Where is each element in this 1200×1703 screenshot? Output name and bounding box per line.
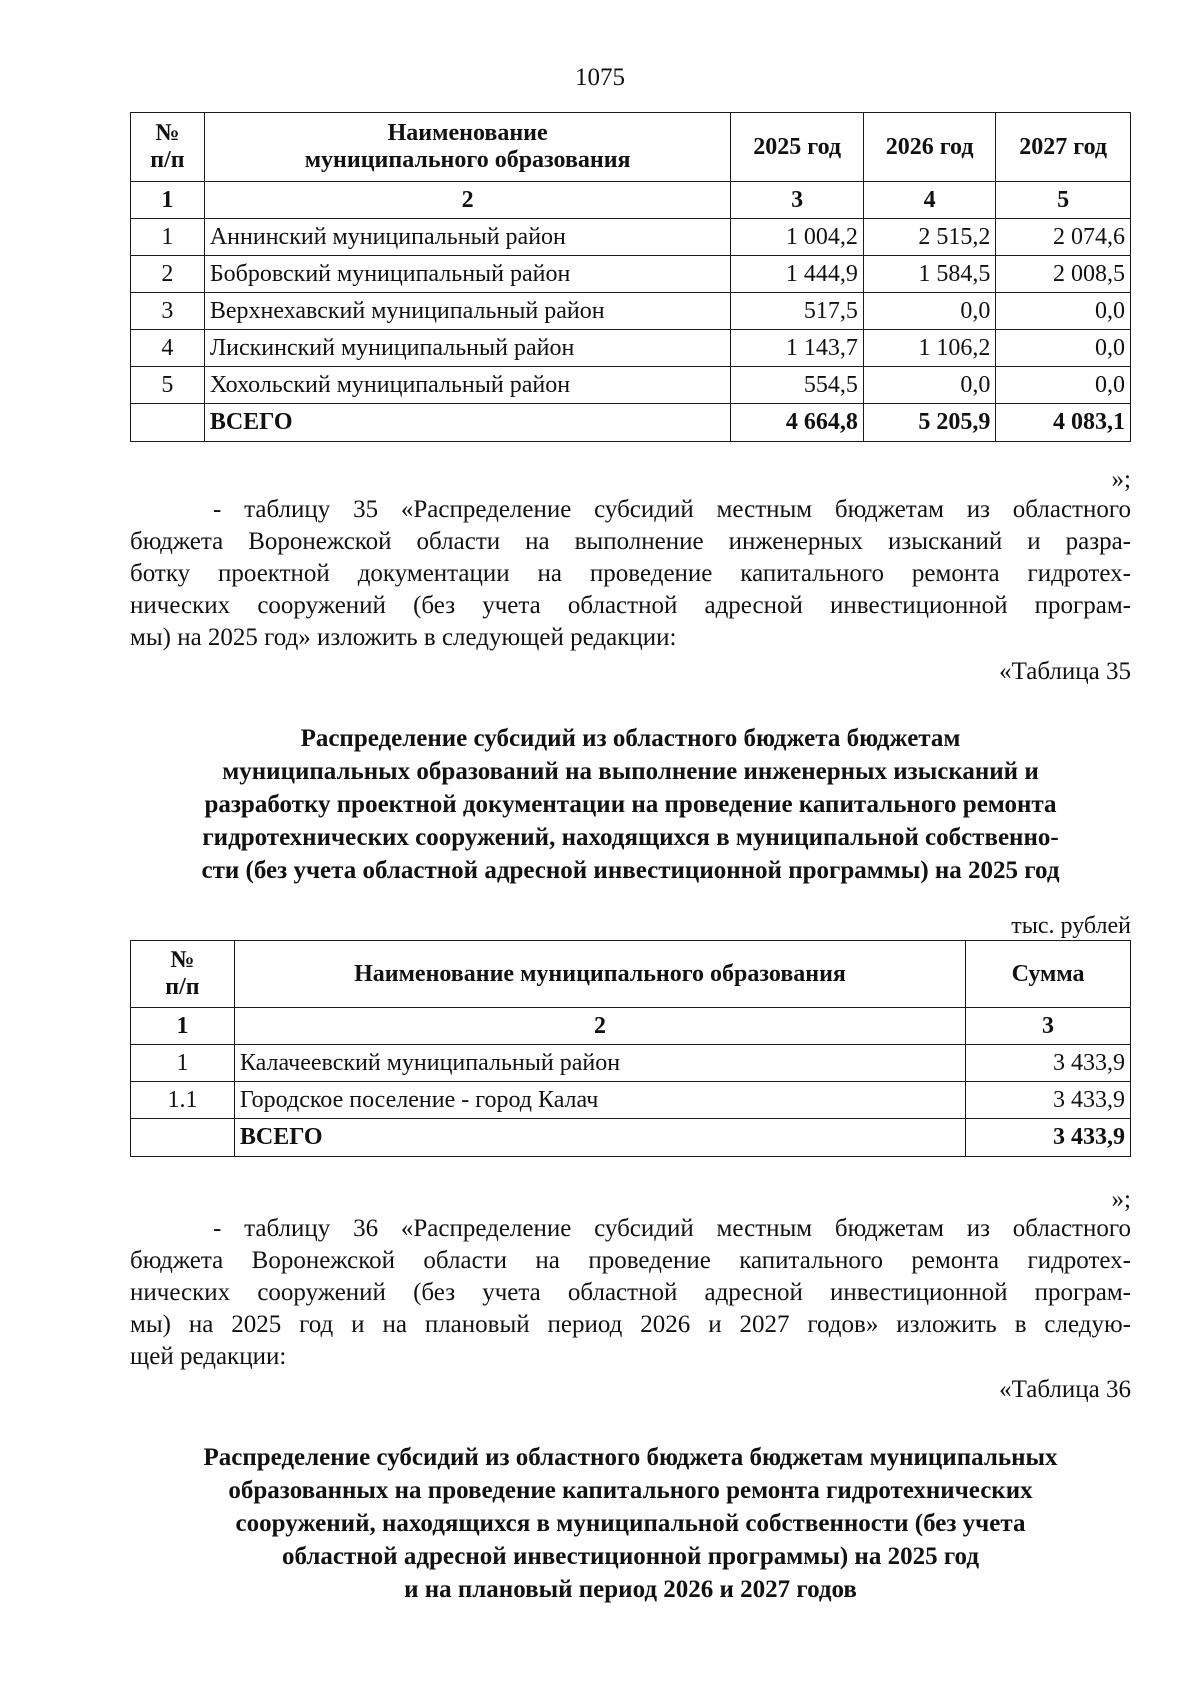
total-row (131, 1119, 1131, 1157)
table-row (131, 219, 1131, 256)
total-label: ВСЕГО (204, 404, 731, 442)
table-row (131, 1045, 1131, 1082)
col-header-sum: Сумма (966, 941, 1131, 1008)
value-2027: 0,0 (996, 367, 1131, 404)
row-number: 3 (131, 293, 205, 330)
municipality-name: Аннинский муниципальный район (204, 219, 731, 256)
paragraph-line: ботку проектной документации на проведение капитального ремонта гидротех- (130, 560, 1131, 587)
value-2025: 517,5 (731, 293, 863, 330)
row-number: 1.1 (131, 1082, 235, 1119)
col-number: 2 (204, 182, 731, 219)
sum-value: 3 433,9 (966, 1045, 1131, 1082)
paragraph-line: - таблицу 36 «Распределение субсидий местным бюджетам из областного (213, 1215, 1131, 1242)
row-number: 4 (131, 330, 205, 367)
table-36-label: «Таблица 36 (999, 1376, 1131, 1403)
empty-cell (131, 1119, 235, 1157)
total-2027: 4 083,1 (996, 404, 1131, 442)
col-header-name: Наименование муниципального образования (234, 941, 965, 1008)
value-2026: 0,0 (863, 367, 995, 404)
municipality-name: Верхнехавский муниципальный район (204, 293, 731, 330)
title-line: Распределение субсидий из областного бюджета бюджетам (300, 725, 961, 752)
col-number: 4 (863, 182, 995, 219)
row-number: 1 (131, 219, 205, 256)
col-header-2027: 2027 год (996, 113, 1131, 182)
col-number: 3 (731, 182, 863, 219)
value-2025: 554,5 (731, 367, 863, 404)
paragraph-line: бюджета Воронежской области на проведение капитального ремонта гидротех- (130, 1247, 1131, 1274)
title-line: гидротехнических сооружений, находящихся в муниципальной собственно- (202, 824, 1059, 851)
col-header-2026: 2026 год (863, 113, 995, 182)
title-line: и на плановый период 2026 и 2027 годов (404, 1576, 857, 1603)
paragraph-line: - таблицу 35 «Распределение субсидий местным бюджетам из областного (213, 496, 1131, 523)
title-line: сооружений, находящихся в муниципальной собственности (без учета (235, 1510, 1026, 1537)
column-number-row (131, 182, 1131, 219)
total-label: ВСЕГО (234, 1119, 965, 1157)
table-35-title (130, 722, 1131, 887)
value-2025: 1 143,7 (731, 330, 863, 367)
closing-quote: »; (1111, 1186, 1131, 1213)
col-header-number: № п/п (131, 941, 235, 1008)
empty-cell (131, 404, 205, 442)
unit-label: тыс. рублей (1011, 913, 1131, 939)
col-header-name: Наименование муниципального образования (204, 113, 731, 182)
title-line: разработку проектной документации на проведение капитального ремонта (204, 791, 1057, 818)
col-number: 1 (131, 182, 205, 219)
row-number: 2 (131, 256, 205, 293)
title-line: муниципальных образований на выполнение инженерных изысканий и (222, 758, 1039, 785)
title-line: образованных на проведение капитального ремонта гидротехнических (228, 1477, 1033, 1504)
municipality-name: Городское поселение - город Калач (234, 1082, 965, 1119)
row-number: 5 (131, 367, 205, 404)
paragraph-line: мы) на 2025 год и на плановый период 2026 и 2027 годов» изложить в следую- (130, 1311, 1131, 1338)
value-2025: 1 004,2 (731, 219, 863, 256)
value-2027: 2 074,6 (996, 219, 1131, 256)
paragraph-line: нических сооружений (без учета областной адресной инвестиционной програм- (130, 592, 1131, 619)
title-line: Распределение субсидий из областного бюджета бюджетам муниципальных (203, 1444, 1058, 1471)
sum-value: 3 433,9 (966, 1082, 1131, 1119)
closing-quote: »; (1111, 466, 1131, 493)
table-row (131, 1082, 1131, 1119)
page-number: 1075 (575, 64, 625, 91)
col-number: 3 (966, 1008, 1131, 1045)
paragraph-line: нических сооружений (без учета областной адресной инвестиционной програм- (130, 1279, 1131, 1306)
subsidy-table-continued (130, 112, 1131, 442)
col-header-2025: 2025 год (731, 113, 863, 182)
col-number: 1 (131, 1008, 235, 1045)
value-2026: 1 584,5 (863, 256, 995, 293)
paragraph-line: мы) на 2025 год» изложить в следующей редакции: (130, 624, 677, 651)
table-35 (130, 940, 1131, 1157)
total-2025: 4 664,8 (731, 404, 863, 442)
value-2026: 0,0 (863, 293, 995, 330)
total-2026: 5 205,9 (863, 404, 995, 442)
table-36-title (130, 1441, 1131, 1606)
amendment-paragraph-35 (130, 494, 1131, 654)
amendment-paragraph-36 (130, 1213, 1131, 1373)
value-2025: 1 444,9 (731, 256, 863, 293)
row-number: 1 (131, 1045, 235, 1082)
table-header-row (131, 941, 1131, 1008)
value-2026: 1 106,2 (863, 330, 995, 367)
value-2027: 2 008,5 (996, 256, 1131, 293)
total-row (131, 404, 1131, 442)
value-2027: 0,0 (996, 293, 1131, 330)
col-number: 2 (234, 1008, 965, 1045)
column-number-row (131, 1008, 1131, 1045)
title-line: сти (без учета областной адресной инвестиционной программы) на 2025 год (201, 857, 1060, 884)
paragraph-line: щей редакции: (130, 1343, 287, 1370)
total-sum: 3 433,9 (966, 1119, 1131, 1157)
value-2027: 0,0 (996, 330, 1131, 367)
col-number: 5 (996, 182, 1131, 219)
municipality-name: Лискинский муниципальный район (204, 330, 731, 367)
table-row (131, 293, 1131, 330)
title-line: областной адресной инвестиционной программы) на 2025 год (282, 1543, 979, 1570)
table-35-label: «Таблица 35 (999, 658, 1131, 685)
municipality-name: Хохольский муниципальный район (204, 367, 731, 404)
value-2026: 2 515,2 (863, 219, 995, 256)
col-header-number: № п/п (131, 113, 205, 182)
paragraph-line: бюджета Воронежской области на выполнение инженерных изысканий и разра- (130, 528, 1131, 555)
municipality-name: Калачеевский муниципальный район (234, 1045, 965, 1082)
table-row (131, 367, 1131, 404)
table-row (131, 330, 1131, 367)
table-row (131, 256, 1131, 293)
municipality-name: Бобровский муниципальный район (204, 256, 731, 293)
table-header-row (131, 113, 1131, 182)
